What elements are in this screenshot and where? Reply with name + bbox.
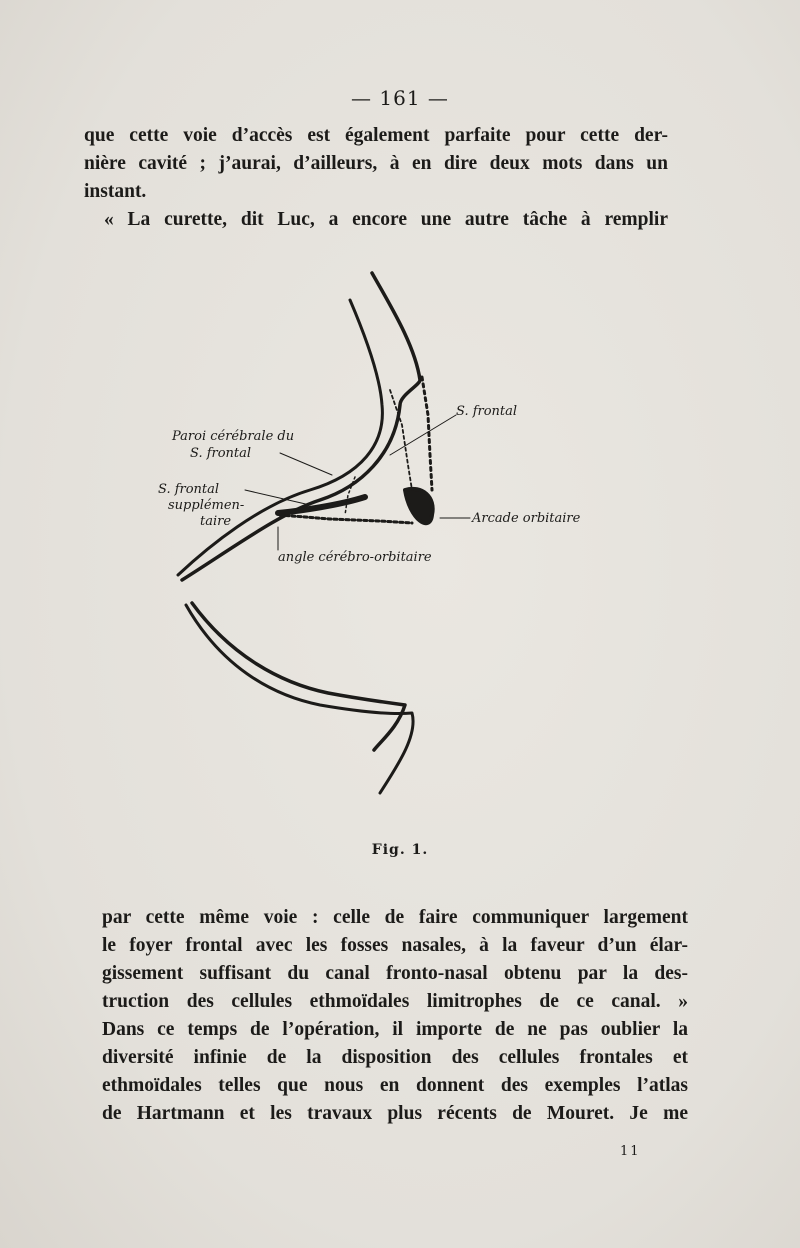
text-line: truction des cellules ethmoïdales limitrophes de ce canal. » bbox=[102, 991, 688, 1012]
dotted-floor-line bbox=[280, 515, 412, 523]
label-sinus-frontal: S. frontal bbox=[456, 404, 518, 419]
text-line: « La curette, dit Luc, a encore une autre tâche à remplir bbox=[104, 209, 668, 230]
top-paragraph bbox=[84, 122, 668, 234]
orbital-arch bbox=[405, 489, 433, 523]
label-paroi: Paroi cérébrale du bbox=[172, 429, 295, 444]
text-line: ethmoïdales telles que nous en donnent des exemples l’atlas bbox=[102, 1075, 688, 1096]
label-supp-3: taire bbox=[200, 514, 232, 529]
label-angle: angle cérébro-orbitaire bbox=[278, 550, 432, 565]
page-number: — 161 — bbox=[351, 86, 449, 110]
leader-line bbox=[280, 453, 332, 475]
dotted-supp-line bbox=[345, 477, 355, 515]
text-line: le foyer frontal avec les fosses nasales, à la faveur d’un élar- bbox=[102, 935, 688, 956]
text-line: nière cavité ; j’aurai, d’ailleurs, à en dire deux mots dans un bbox=[84, 153, 668, 174]
text-line: gissement suffisant du canal fronto-nasal obtenu par la des- bbox=[102, 963, 688, 984]
text-line: diversité infinie de la disposition des cellules frontales et bbox=[102, 1047, 688, 1068]
label-supp-2: supplémen- bbox=[168, 498, 245, 513]
label-arcade: Arcade orbitaire bbox=[472, 511, 581, 526]
label-supp-1: S. frontal bbox=[158, 482, 220, 497]
text-line: par cette même voie : celle de faire communiquer largement bbox=[102, 907, 688, 928]
bottom-paragraph bbox=[102, 904, 688, 1128]
text-line: instant. bbox=[84, 181, 147, 202]
sinus-diagram bbox=[150, 265, 590, 825]
text-line: que cette voie d’accès est également parfaite pour cette der- bbox=[84, 125, 668, 146]
inner-wall-line bbox=[182, 273, 420, 580]
anatomical-figure bbox=[150, 265, 590, 825]
text-line: de Hartmann et les travaux plus récents de Mouret. Je me bbox=[102, 1103, 688, 1124]
label-paroi-2: S. frontal bbox=[190, 446, 252, 461]
lower-inner-line bbox=[192, 603, 405, 750]
signature-mark: 11 bbox=[620, 1144, 641, 1159]
figure-caption: Fig. 1. bbox=[371, 842, 429, 858]
text-line: Dans ce temps de l’opération, il importe de ne pas oublier la bbox=[102, 1019, 688, 1040]
dotted-sinus-line bbox=[422, 377, 432, 490]
